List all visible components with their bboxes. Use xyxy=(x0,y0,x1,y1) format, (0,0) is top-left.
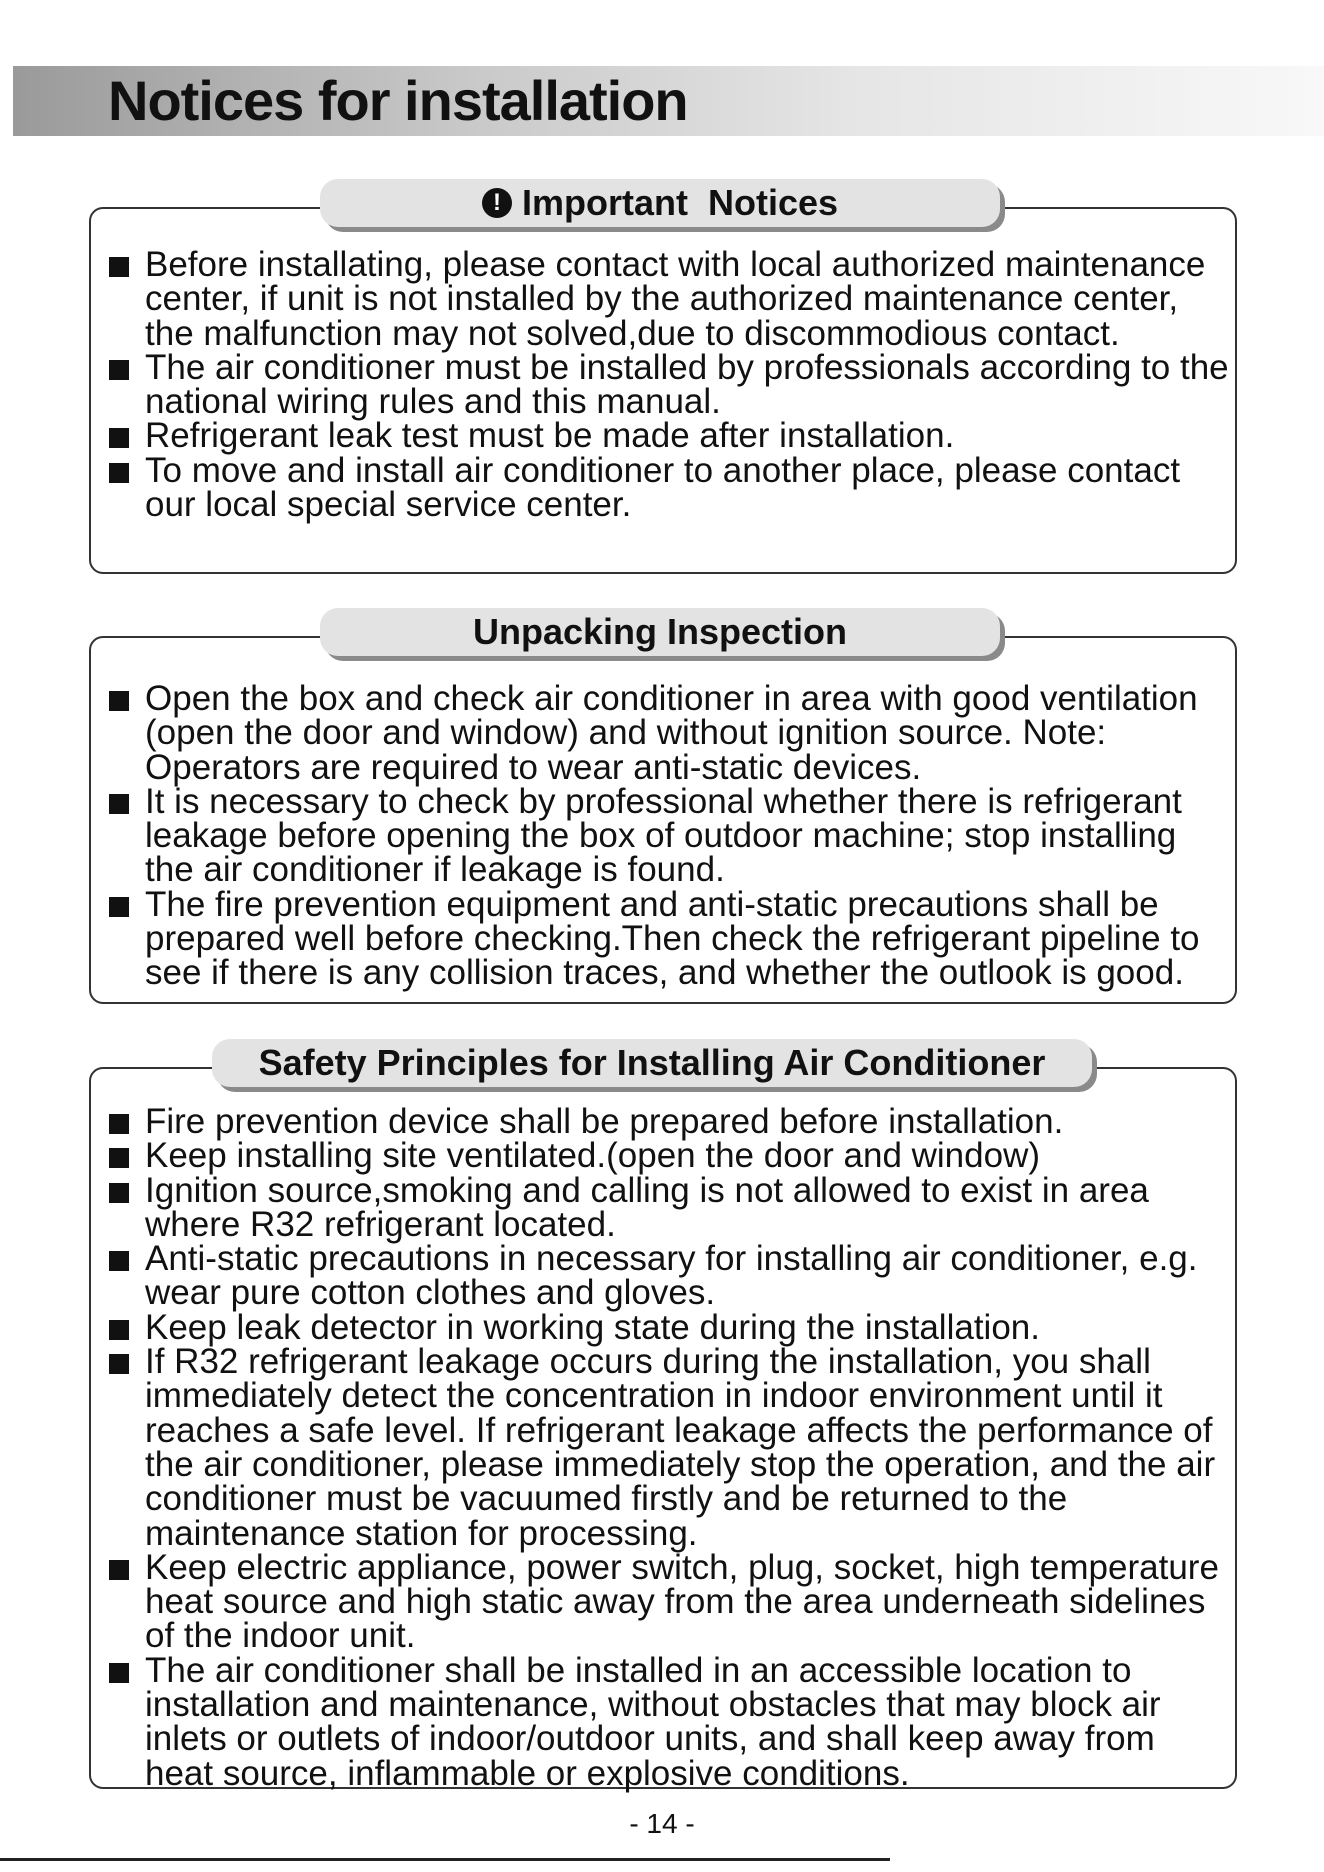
list-item xyxy=(107,1342,1232,1553)
page-number: - 14 - xyxy=(629,1808,695,1839)
list-item xyxy=(107,1547,1232,1656)
list-item xyxy=(107,679,1232,787)
unpacking-inspection-title-text: Unpacking Inspection xyxy=(472,611,848,652)
list-item-text: Refrigerant leak test must be made after installation. xyxy=(145,416,955,456)
list-item xyxy=(107,347,1232,422)
bullet-icon xyxy=(109,1183,129,1203)
list-item xyxy=(107,1170,1232,1244)
list-item-text: Keep electric appliance, power switch, plug, socket, high temperature heat source and high static away from the area underneath sidelines of the indoor unit. xyxy=(145,1547,1219,1656)
unpacking-inspection-list xyxy=(107,679,1232,993)
list-item-text: The air conditioner must be installed by professionals according to the national wiring rules and this manual. xyxy=(145,347,1229,422)
list-item-text: Keep leak detector in working state during the installation. xyxy=(145,1307,1040,1347)
list-item xyxy=(107,1650,1232,1793)
page-title: Notices for installation xyxy=(108,69,688,132)
list-item-text: Open the box and check air conditioner in area with good ventilation (open the door and window) and without ignition source. Note: Operators are required to wear anti-static devices. xyxy=(145,679,1198,787)
bullet-icon xyxy=(109,1148,129,1168)
list-item-text: Anti-static precautions in necessary for installing air conditioner, e.g. wear pure cotton clothes and gloves. xyxy=(145,1239,1198,1313)
unpacking-inspection-title xyxy=(320,608,1000,656)
bullet-icon xyxy=(109,1354,129,1374)
bullet-icon xyxy=(109,1251,129,1271)
bullet-icon xyxy=(109,1320,129,1340)
list-item-text: The air conditioner shall be installed in an accessible location to installation and maintenance, without obstacles that may block air inlets or outlets of indoor/outdoor units, and shall keep away from heat source, inflammable or explosive conditions. xyxy=(145,1650,1161,1793)
list-item xyxy=(107,1136,1232,1176)
safety-principles-title xyxy=(212,1039,1092,1087)
list-item xyxy=(107,1102,1232,1141)
list-item xyxy=(107,781,1232,890)
alert-icon: ! xyxy=(482,188,512,218)
list-item-text: Ignition source,smoking and calling is not allowed to exist in area where R32 refrigerant located. xyxy=(145,1170,1149,1244)
bullet-icon xyxy=(109,897,129,917)
list-item-text: To move and install air conditioner to another place, please contact our local special service center. xyxy=(145,450,1181,525)
bullet-icon xyxy=(109,360,129,380)
list-item-text: If R32 refrigerant leakage occurs during the installation, you shall immediately detect the concentration in indoor environment until it reaches a safe level. If refrigerant leakage affects the performance of the air conditioner, please immediately stop the operation, and the air conditioner must be vacuumed firstly and be returned to the maintenance station for processing. xyxy=(145,1342,1216,1553)
list-item-text: Fire prevention device shall be prepared before installation. xyxy=(145,1102,1064,1141)
important-notices-title-text: Important Notices xyxy=(521,182,839,223)
list-item xyxy=(107,884,1232,993)
important-notices-title xyxy=(320,179,1000,227)
bullet-icon xyxy=(109,691,129,711)
bullet-icon xyxy=(109,428,129,448)
footer-divider xyxy=(0,1858,890,1861)
list-item-text: It is necessary to check by professional whether there is refrigerant leakage before opening the box of outdoor machine; stop installing the air conditioner if leakage is found. xyxy=(145,781,1182,890)
bullet-icon xyxy=(109,463,129,483)
list-item xyxy=(107,450,1232,525)
safety-principles-list xyxy=(107,1102,1232,1793)
bullet-icon xyxy=(109,1114,129,1134)
list-item xyxy=(107,416,1232,456)
bullet-icon xyxy=(109,1560,129,1580)
safety-principles-title-text: Safety Principles for Installing Air Conditioner xyxy=(258,1042,1046,1083)
bullet-icon xyxy=(109,794,129,814)
list-item-text: Before installating, please contact with local authorized maintenance center, if unit is not installed by the authorized maintenance center, the malfunction may not solved,due to discommodious contact. xyxy=(145,245,1206,353)
bullet-icon xyxy=(109,257,129,277)
list-item xyxy=(107,245,1232,353)
list-item xyxy=(107,1307,1232,1347)
list-item xyxy=(107,1239,1232,1313)
bullet-icon xyxy=(109,1663,129,1683)
important-notices-list xyxy=(107,245,1232,525)
list-item-text: Keep installing site ventilated.(open the door and window) xyxy=(145,1136,1041,1176)
list-item-text: The fire prevention equipment and anti-static precautions shall be prepared well before checking.Then check the refrigerant pipeline to see if there is any collision traces, and whether the outlook is good. xyxy=(145,884,1200,993)
